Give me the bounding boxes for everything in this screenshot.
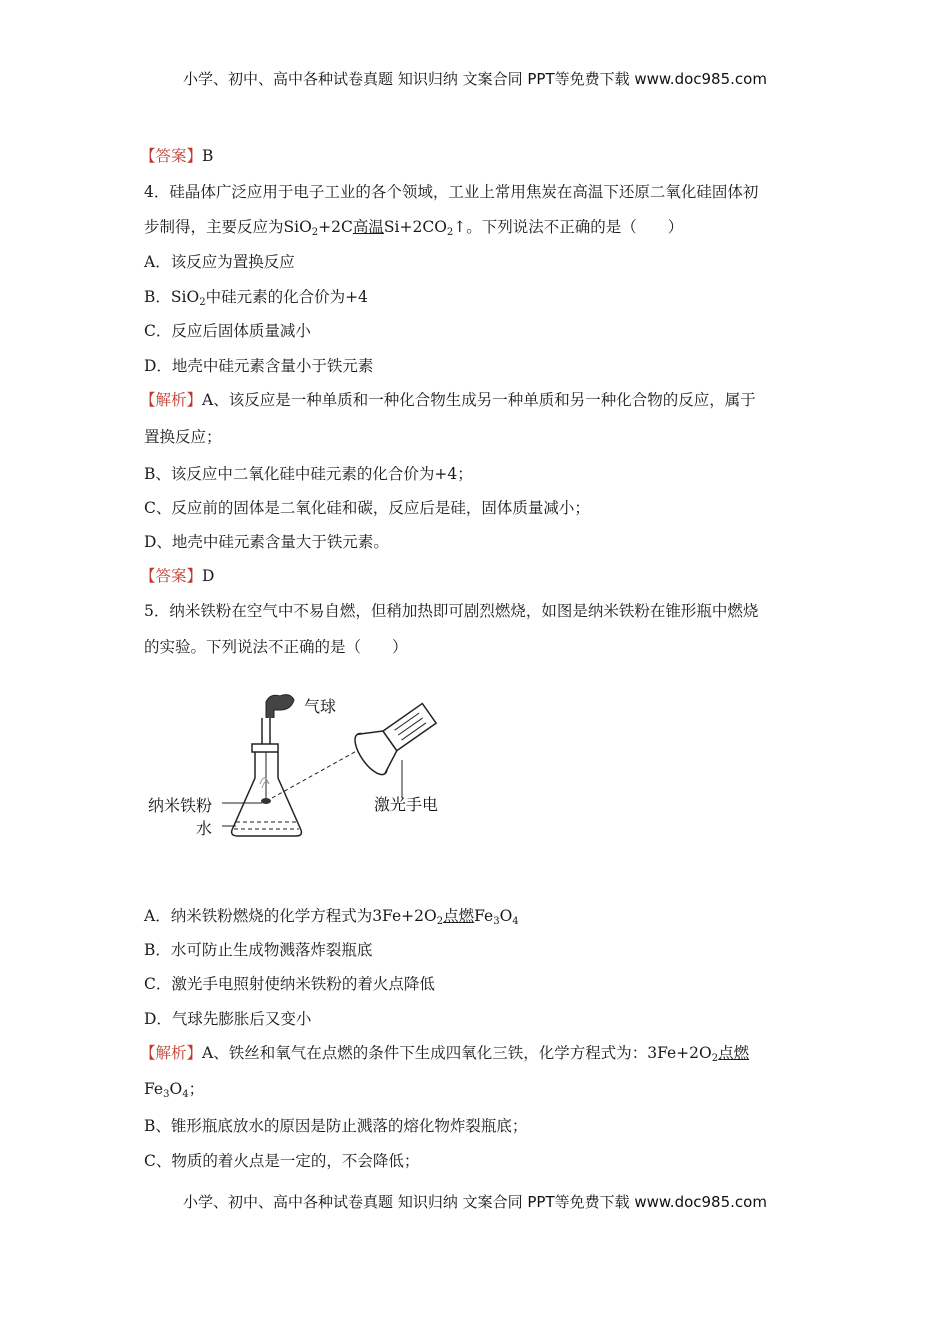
- reaction-condition: 点燃: [718, 1044, 750, 1062]
- subscript: 2: [436, 916, 444, 927]
- q4-option-a: A．该反应为置换反应: [144, 253, 295, 271]
- stopper: [252, 744, 278, 752]
- option-text: Fe: [474, 907, 494, 925]
- subscript: 4: [512, 916, 519, 927]
- analysis-tag: 【解析】: [140, 391, 203, 409]
- flame-wisp: [260, 778, 269, 788]
- option-text: B．SiO: [144, 288, 200, 306]
- conical-flask: [232, 752, 302, 836]
- q5-analysis-line2: [144, 1079, 204, 1099]
- laser-flashlight: [349, 694, 443, 780]
- subscript: 2: [311, 227, 319, 238]
- option-text: O: [499, 907, 513, 925]
- iron-powder: [261, 798, 271, 804]
- q5-analysis-line3: B、锥形瓶底放水的原因是防止溅落的熔化物炸裂瓶底；: [144, 1117, 528, 1135]
- q4-option-d: D．地壳中硅元素含量小于铁元素: [144, 357, 374, 375]
- label-laser: 激光手电: [374, 795, 439, 814]
- q5-option-c: C．激光手电照射使纳米铁粉的着火点降低: [144, 975, 435, 993]
- q4-analysis-line3: B、该反应中二氧化硅中硅元素的化合价为+4；: [144, 465, 473, 483]
- analysis-text: Fe: [144, 1080, 164, 1098]
- subscript: 2: [199, 297, 206, 308]
- q4-text: +2C: [318, 218, 353, 236]
- q4-text: Si+2CO: [383, 218, 447, 236]
- page-footer: 小学、初中、高中各种试卷真题 知识归纳 文案合同 PPT等免费下载 www.doc985.com: [183, 1193, 767, 1211]
- q4-analysis-line4: C、反应前的固体是二氧化硅和碳，反应后是硅，固体质量减小；: [144, 499, 590, 517]
- q4-option-c: C．反应后固体质量减小: [144, 322, 311, 340]
- answer-line-q4: [140, 566, 214, 586]
- analysis-text: O: [169, 1080, 183, 1098]
- answer-tag: 【答案】: [140, 147, 203, 165]
- q5-analysis-line4: C、物质的着火点是一定的，不会降低；: [144, 1152, 420, 1170]
- option-text: A．纳米铁粉燃烧的化学方程式为3Fe+2O: [144, 907, 437, 925]
- experiment-figure: [144, 688, 464, 858]
- page-header: 小学、初中、高中各种试卷真题 知识归纳 文案合同 PPT等免费下载 www.doc985.com: [183, 70, 767, 88]
- q5-option-b: B．水可防止生成物溅落炸裂瓶底: [144, 941, 373, 959]
- q4-text: ↑。下列说法不正确的是（ ）: [453, 218, 684, 236]
- subscript: 4: [182, 1089, 189, 1100]
- q4-text: 步制得，主要反应为SiO: [144, 218, 312, 236]
- balloon-shape: [266, 695, 294, 718]
- label-nano-iron: 纳米铁粉: [148, 796, 213, 815]
- answer-value: D: [202, 567, 215, 585]
- answer-line-q3: [140, 146, 213, 166]
- q4-stem-line2: [144, 217, 683, 237]
- analysis-text: A、铁丝和氧气在点燃的条件下生成四氧化三铁，化学方程式为：3Fe+2O: [202, 1044, 712, 1062]
- q4-analysis-line1: [140, 390, 756, 410]
- reaction-condition: 点燃: [443, 907, 475, 925]
- label-balloon: 气球: [304, 697, 337, 716]
- q5-stem-line2: 的实验。下列说法不正确的是（ ）: [144, 638, 408, 656]
- option-text: 中硅元素的化合价为+4: [205, 288, 368, 306]
- laser-beam: [272, 748, 362, 798]
- q4-analysis-line5: D、地壳中硅元素含量大于铁元素。: [144, 533, 389, 551]
- subscript: 3: [493, 916, 500, 927]
- analysis-text: ；: [188, 1080, 205, 1098]
- q5-analysis-line1: [140, 1043, 749, 1063]
- q5-option-d: D．气球先膨胀后又变小: [144, 1010, 312, 1028]
- label-water: 水: [196, 819, 213, 838]
- answer-value: B: [202, 147, 214, 165]
- subscript: 2: [711, 1053, 719, 1064]
- answer-tag: 【答案】: [140, 567, 203, 585]
- q4-stem-line1: 4．硅晶体广泛应用于电子工业的各个领域，工业上常用焦炭在高温下还原二氧化硅固体初: [144, 183, 759, 201]
- subscript: 2: [446, 227, 454, 238]
- q5-option-a: [144, 906, 519, 926]
- q4-analysis-line2: 置换反应；: [144, 428, 222, 446]
- reaction-condition: 高温: [352, 218, 384, 236]
- q5-stem-line1: 5．纳米铁粉在空气中不易自燃，但稍加热即可剧烈燃烧，如图是纳米铁粉在锥形瓶中燃烧: [144, 602, 759, 620]
- q4-option-b: [144, 287, 368, 307]
- analysis-tag: 【解析】: [140, 1044, 203, 1062]
- subscript: 3: [163, 1089, 170, 1100]
- analysis-text: A、该反应是一种单质和一种化合物生成另一种单质和另一种化合物的反应，属于: [202, 391, 756, 409]
